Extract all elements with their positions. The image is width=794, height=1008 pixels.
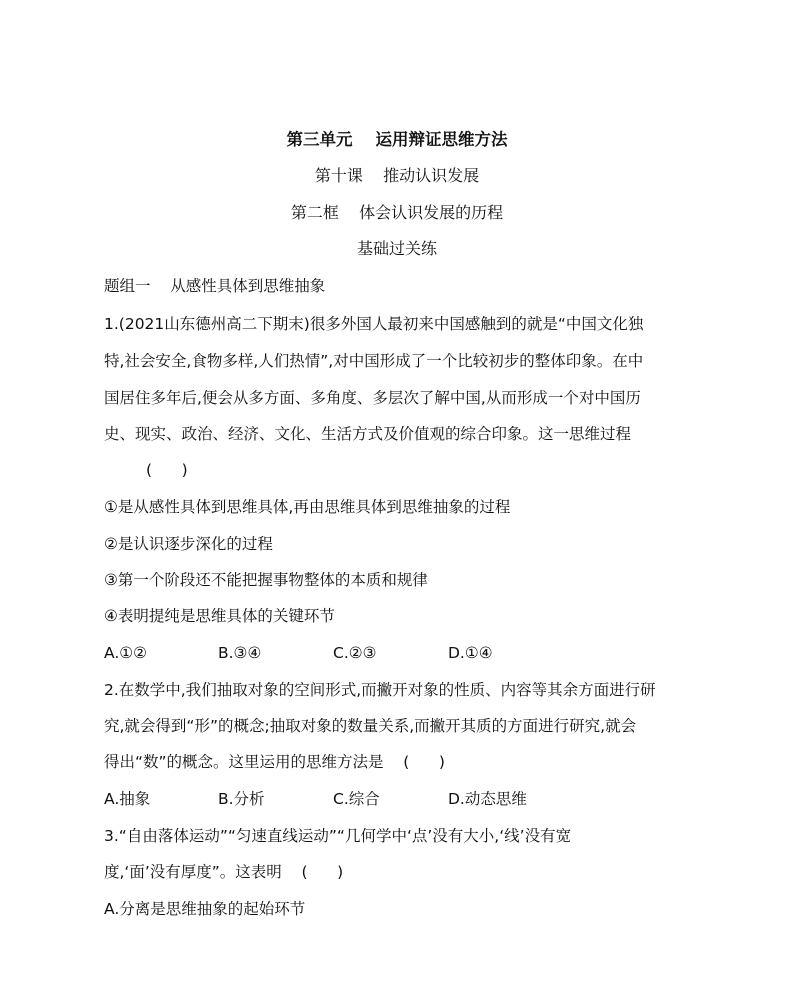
question-text-line: 究,就会得到“形”的概念;抽取对象的数量关系,而撇开其质的方面进行研究,就会 xyxy=(104,717,637,735)
question-text-line: 史、现实、政治、经济、文化、生活方式及价值观的综合印象。这一思维过程 xyxy=(104,425,632,443)
option-c[interactable]: C.综合 xyxy=(333,790,380,808)
statement-2: ②是认识逐步深化的过程 xyxy=(104,535,273,553)
option-a[interactable]: A.抽象 xyxy=(104,790,151,808)
question-text-line: 2.在数学中,我们抽取对象的空间形式,而撇开对象的性质、内容等其余方面进行研 xyxy=(104,681,656,699)
question-text-line: 得出“数”的概念。这里运用的思维方法是 ( ) xyxy=(104,753,445,771)
answer-blank: ( ) xyxy=(146,461,188,479)
lesson-title: 第十课 推动认识发展 xyxy=(314,166,480,185)
option-d[interactable]: D.①④ xyxy=(448,644,493,662)
statement-3: ③第一个阶段还不能把握事物整体的本质和规律 xyxy=(104,571,428,589)
group-label: 题组一 从感性具体到思维抽象 xyxy=(104,277,326,295)
option-a[interactable]: A.分离是思维抽象的起始环节 xyxy=(104,900,306,918)
question-text-line: 特,社会安全,食物多样,人们热情”,对中国形成了一个比较初步的整体印象。在中 xyxy=(104,352,644,370)
statement-1: ①是从感性具体到思维具体,再由思维具体到思维抽象的过程 xyxy=(104,498,511,516)
option-a[interactable]: A.①② xyxy=(104,644,148,662)
question-text-line: 国居住多年后,便会从多方面、多角度、多层次了解中国,从而形成一个对中国历 xyxy=(104,389,641,407)
option-b[interactable]: B.③④ xyxy=(218,644,262,662)
section-title: 第二框 体会认识发展的历程 xyxy=(290,203,504,222)
question-text-line: 3.“自由落体运动”“匀速直线运动”“几何学中‘点’没有大小,‘线’没有宽 xyxy=(104,827,572,845)
option-c[interactable]: C.②③ xyxy=(333,644,377,662)
exercise-title: 基础过关练 xyxy=(356,239,437,258)
question-text-line: 1.(2021山东德州高二下期末)很多外国人最初来中国感触到的就是“中国文化独 xyxy=(104,315,644,333)
unit-title: 第三单元 运用辩证思维方法 xyxy=(286,130,508,149)
option-d[interactable]: D.动态思维 xyxy=(448,790,527,808)
statement-4: ④表明提纯是思维具体的关键环节 xyxy=(104,607,335,625)
option-b[interactable]: B.分析 xyxy=(218,790,265,808)
question-text-line: 度,‘面’没有厚度”。这表明 ( ) xyxy=(104,863,344,881)
